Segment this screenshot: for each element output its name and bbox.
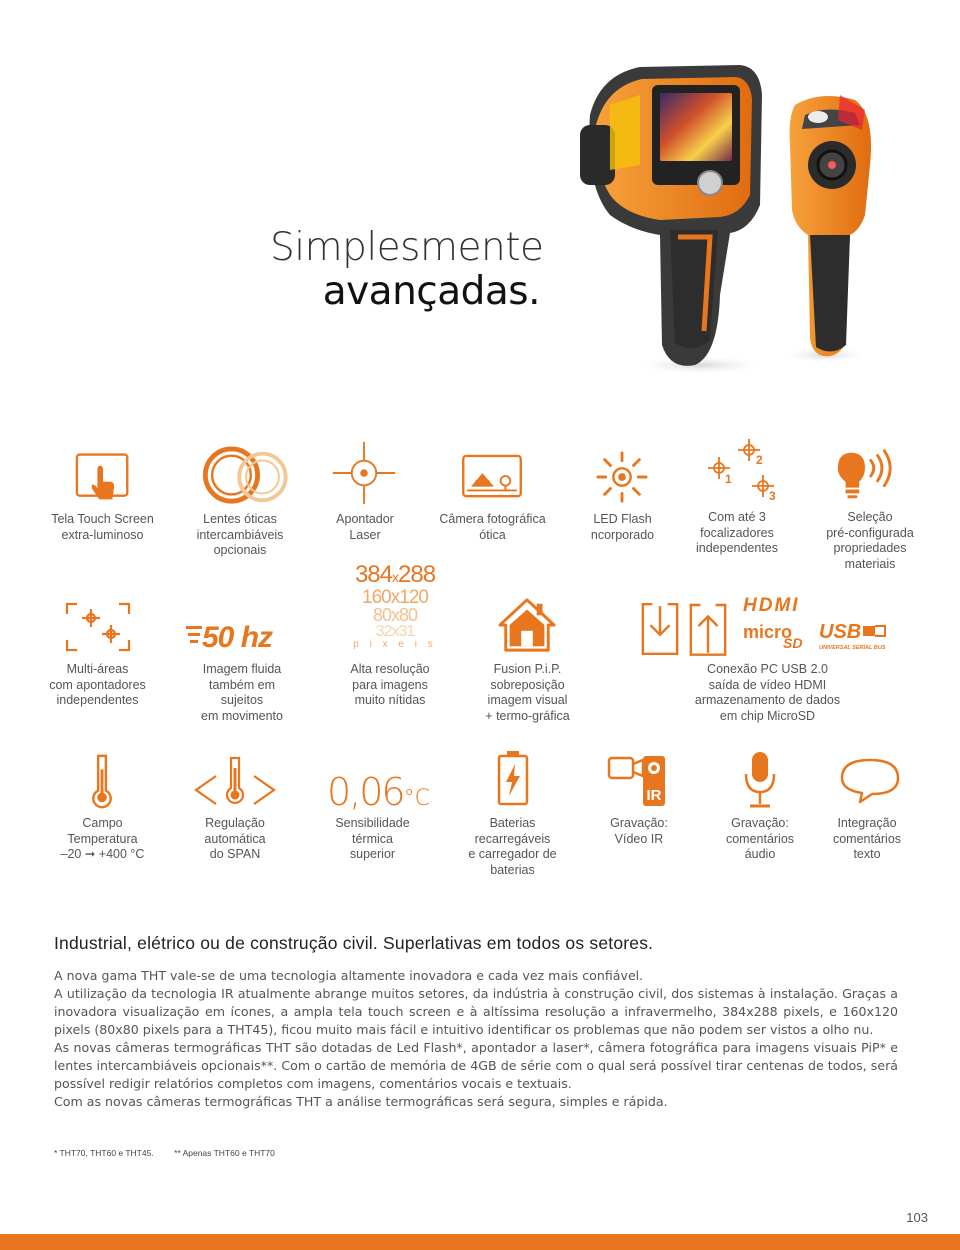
download-icon [639, 600, 681, 658]
thermal-camera-illustration [570, 55, 910, 385]
feature-battery-label: Baterias recarregáveis e carregador de baterias [468, 816, 557, 877]
body-paragraph-3: As novas câmeras termográficas THT são dotadas de Led Flash*, apontador a laser*, câmera fotográfica para imagens visuais PiP* e lentes intercambiáveis opcionais**. Com o cartão de memória de 4GB de série com o qual será possível tirar centenas de todos, será possível redigir relatórios completos com imagens, comentários vocais e textuais. [54, 1040, 898, 1091]
resolution-160: 160x120 [362, 587, 428, 608]
feature-multi-area-label: Multi-áreas com apontadores independentes [49, 662, 146, 707]
feature-resolution-label: Alta resolução para imagens muito nítidas [350, 662, 430, 707]
thermometer-icon [90, 752, 114, 810]
sensitivity-icon [327, 770, 430, 814]
feature-touch-screen [40, 448, 165, 548]
footnotes [54, 1148, 293, 1158]
feature-text-label: Integração comentários texto [832, 816, 902, 861]
focus-number-1: 1 [725, 472, 732, 486]
multi-focus-icon [697, 436, 787, 504]
feature-connect [635, 594, 900, 729]
body-paragraph-2: A utilização da tecnologia IR atualmente abrange muitos setores, da indústria à construção civil, dos sistemas à instalação. Graças a inovadora visualização em ícones, a ampla tela touch screen e à altíssima resolução a infravermelho, 384x288 pixels, e 160x120 pixels (80x80 pixels para a THT45), ficou muito mais fácil e intuitivo identificar os problemas que não podem ser vistos a olho nu. [54, 986, 898, 1037]
feature-led-flash-label: LED Flash ncorporado [590, 512, 655, 542]
footnote-1: * THT70, THT60 e THT45. [54, 1148, 154, 1158]
feature-camera [430, 452, 555, 552]
50hz-icon [186, 618, 296, 652]
page-number: 103 [906, 1210, 928, 1225]
feature-pip [465, 596, 590, 726]
photo-icon [461, 454, 523, 500]
body-text [54, 967, 898, 1111]
crosshair-icon [330, 440, 398, 506]
resolution-icon [340, 563, 450, 651]
feature-camera-label: Câmera fotográfica ótica [439, 512, 546, 542]
bulb-signal-icon [834, 446, 896, 502]
usb-text: USB [819, 621, 862, 643]
hero-title-line1: Simplesmente [270, 225, 544, 270]
lens-icon [202, 446, 290, 506]
feature-video [595, 754, 683, 854]
feature-laser-label: Apontador Laser [336, 512, 394, 542]
feature-audio [710, 750, 810, 865]
feature-led-flash [575, 448, 670, 548]
touch-screen-icon [75, 450, 131, 504]
feature-lenses-label: Lentes óticas intercambiáveis opcionais [196, 512, 284, 557]
feature-lenses [180, 446, 300, 566]
resolution-384: 384x288 [354, 561, 436, 588]
feature-focus [685, 436, 789, 561]
feature-fluid-image-label: Imagem fluida também em sujeitos em movimento [201, 662, 283, 723]
microphone-icon [740, 750, 780, 810]
feature-span [180, 754, 290, 864]
sensitivity-unit: °C [403, 786, 430, 811]
feature-temperature-label: Campo Temperatura –20 ➞ +400 °C [60, 816, 145, 861]
feature-span-label: Regulação automática do SPAN [204, 816, 266, 861]
feature-multi-area [45, 600, 150, 710]
footnote-2: ** Apenas THT60 e THT70 [174, 1148, 275, 1158]
feature-focus-label: Com até 3 focalizadores independentes [695, 510, 779, 555]
feature-connect-label: Conexão PC USB 2.0 saída de vídeo HDMI armazenamento de dados em chip MicroSD [694, 662, 841, 723]
speech-bubble-icon [838, 756, 902, 806]
hero-title [270, 225, 544, 314]
section-title: Industrial, elétrico ou de construção civil. Superlativas em todos os setores. [54, 933, 654, 953]
sd-text: SD [783, 635, 803, 650]
feature-laser [315, 440, 415, 550]
resolution-32: 32x31 [375, 623, 415, 640]
battery-icon [495, 750, 531, 806]
usb-logo-icon [819, 618, 899, 654]
hdmi-logo-icon [743, 594, 853, 614]
video-camera-icon [605, 754, 669, 808]
microsd-logo-icon [743, 620, 811, 650]
multi-area-icon [63, 600, 133, 654]
feature-video-label: Gravação: Vídeo IR [610, 816, 668, 846]
bottom-accent-bar [0, 1234, 960, 1250]
feature-audio-label: Gravação: comentários áudio [725, 816, 795, 861]
feature-pip-label: Fusion P.i.P. sobreposição imagem visual + termo-gráfica [485, 662, 570, 723]
feature-battery [455, 750, 570, 880]
50hz-text: 50 hz [202, 621, 273, 652]
resolution-pixels: p i x e i s [353, 639, 437, 650]
feature-materials-label: Seleção pré-configurada propriedades materiais [826, 510, 914, 571]
micro-text: micro [743, 622, 793, 642]
body-paragraph-4: Com as novas câmeras termográficas THT a análise termográficas será segura, simples e rápida. [54, 1094, 668, 1109]
focus-number-3: 3 [769, 489, 776, 503]
resolution-80: 80x80 [372, 605, 418, 625]
usb-subtitle: UNIVERSAL SERIAL BUS [819, 645, 886, 651]
body-paragraph-1: A nova gama THT vale-se de uma tecnologia altamente inovadora e cada vez mais confiável. [54, 968, 644, 983]
feature-fluid-image [180, 618, 304, 728]
ir-text: IR [646, 787, 662, 804]
feature-materials [800, 446, 940, 576]
hero-title-line2: avançadas. [322, 269, 540, 314]
feature-touch-screen-label: Tela Touch Screen extra-luminoso [51, 512, 154, 542]
led-flash-icon [594, 450, 650, 504]
hdmi-text: HDMI [743, 595, 800, 614]
span-icon [190, 754, 280, 808]
sensitivity-value: 0,06 [327, 770, 404, 814]
feature-sensitivity [320, 816, 425, 866]
feature-temperature [45, 752, 160, 862]
feature-resolution [330, 662, 450, 712]
focus-number-2: 2 [756, 453, 763, 467]
feature-sensitivity-label: Sensibilidade térmica superior [335, 816, 410, 861]
house-icon [496, 596, 558, 654]
upload-icon [687, 594, 729, 658]
feature-text [820, 756, 914, 866]
